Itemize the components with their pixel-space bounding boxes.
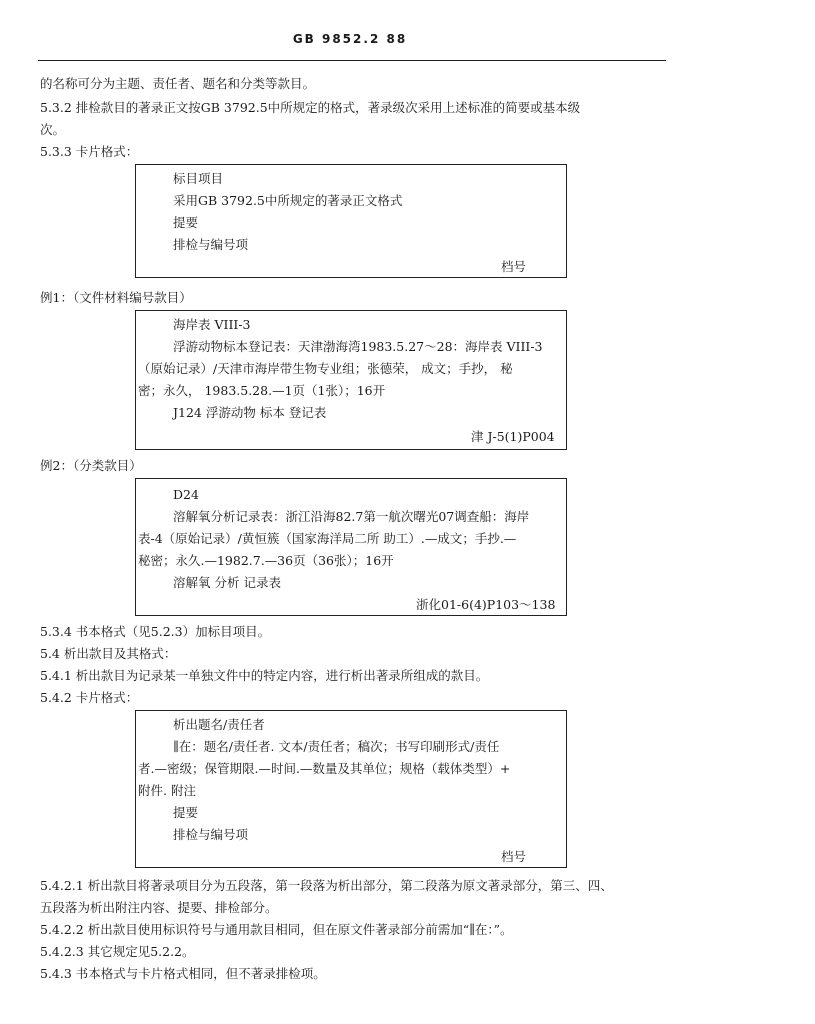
clause-5-4-2-2: 5.4.2.2 析出款目使用标识符号与通用款目相同，但在原文件著录部分前需加“∥在：”。 bbox=[40, 922, 513, 937]
card-abstract: 提要 bbox=[173, 805, 199, 820]
card-index-terms: J124 浮游动物 标本 登记表 bbox=[173, 405, 327, 420]
example-2-label: 例2：（分类款目） bbox=[40, 458, 142, 473]
paragraph-line: 的名称可分为主题、责任者、题名和分类等款目。 bbox=[40, 76, 316, 91]
card-body-line: 浮游动物标本登记表：天津渤海湾1983.5.27～28：海岸表 VIII-3 bbox=[173, 339, 543, 354]
card-heading: 析出题名/责任者 bbox=[173, 717, 265, 732]
card-body-format: 采用GB 3792.5中所规定的著录正文格式 bbox=[173, 193, 403, 208]
card-body-line: 附件. 附注 bbox=[138, 783, 196, 798]
card-file-number: 津 J-5(1)P004 bbox=[471, 429, 555, 444]
card-body-line: 秘密；永久.—1982.7.—36页（36张）；16开 bbox=[138, 553, 394, 568]
card-body-line: ∥在：题名/责任者. 文本/责任者；稿次；书写印刷形式/责任 bbox=[173, 739, 500, 754]
card-body-line: 表-4（原始记录）/黄恒簇（国家海洋局二所 助工）.—成文；手抄.— bbox=[138, 531, 517, 546]
clause-5-4-1: 5.4.1 析出款目为记录某一单独文件中的特定内容，进行析出著录所组成的款目。 bbox=[40, 668, 489, 683]
paragraph-line: 次。 bbox=[40, 122, 66, 137]
card-file-number: 浙化01-6(4)P103～138 bbox=[416, 597, 556, 612]
card-index-number: 排检与编号项 bbox=[173, 827, 249, 842]
card-body-line: 者.—密级；保管期限.—时间.—数量及其单位；规格（载体类型）+ bbox=[138, 761, 511, 776]
clause-5-4-2: 5.4.2 卡片格式： bbox=[40, 690, 139, 705]
clause-5-4: 5.4 析出款目及其格式： bbox=[40, 646, 177, 661]
card-file-number: 档号 bbox=[501, 259, 527, 274]
clause-5-4-2-1: 5.4.2.1 析出款目将著录项目分为五段落，第一段落为析出部分，第二段落为原文著录部分，第三、四、 bbox=[40, 878, 613, 893]
card-heading: 海岸表 VIII-3 bbox=[173, 317, 251, 332]
paragraph-line: 五段落为析出附注内容、提要、排检部分。 bbox=[40, 900, 278, 915]
clause-5-3-4: 5.3.4 书本格式（见5.2.3）加标目项目。 bbox=[40, 624, 271, 639]
example-2-card bbox=[135, 478, 567, 616]
clause-5-4-3: 5.4.3 书本格式与卡片格式相同，但不著录排检项。 bbox=[40, 966, 326, 981]
card-body-line: （原始记录）/天津市海岸带生物专业组；张德荣， 成文；手抄， 秘 bbox=[138, 361, 513, 376]
analytic-card-format-box bbox=[135, 710, 567, 868]
card-file-number: 档号 bbox=[501, 849, 527, 864]
clause-5-3-3: 5.3.3 卡片格式： bbox=[40, 144, 139, 159]
header-rule bbox=[38, 60, 666, 61]
card-body-line: 密；永久， 1983.5.28.—1页（1张）；16开 bbox=[138, 383, 386, 398]
clause-5-3-2: 5.3.2 排检款目的著录正文按GB 3792.5中所规定的格式，著录级次采用上述标准的简要或基本级 bbox=[40, 100, 581, 115]
example-1-card bbox=[135, 310, 567, 450]
card-heading: D24 bbox=[173, 487, 199, 502]
card-abstract: 提要 bbox=[173, 215, 199, 230]
card-index-terms: 溶解氧 分析 记录表 bbox=[173, 575, 281, 590]
example-1-label: 例1：（文件材料编号款目） bbox=[40, 290, 192, 305]
page-header: GB 9852.2 88 bbox=[292, 32, 408, 46]
clause-5-4-2-3: 5.4.2.3 其它规定见5.2.2。 bbox=[40, 944, 195, 959]
card-index-number: 排检与编号项 bbox=[173, 237, 249, 252]
card-format-box bbox=[135, 164, 567, 278]
card-body-line: 溶解氧分析记录表：浙江沿海82.7第一航次曙光07调查船：海岸 bbox=[173, 509, 530, 524]
card-heading-item: 标目项目 bbox=[173, 171, 224, 186]
